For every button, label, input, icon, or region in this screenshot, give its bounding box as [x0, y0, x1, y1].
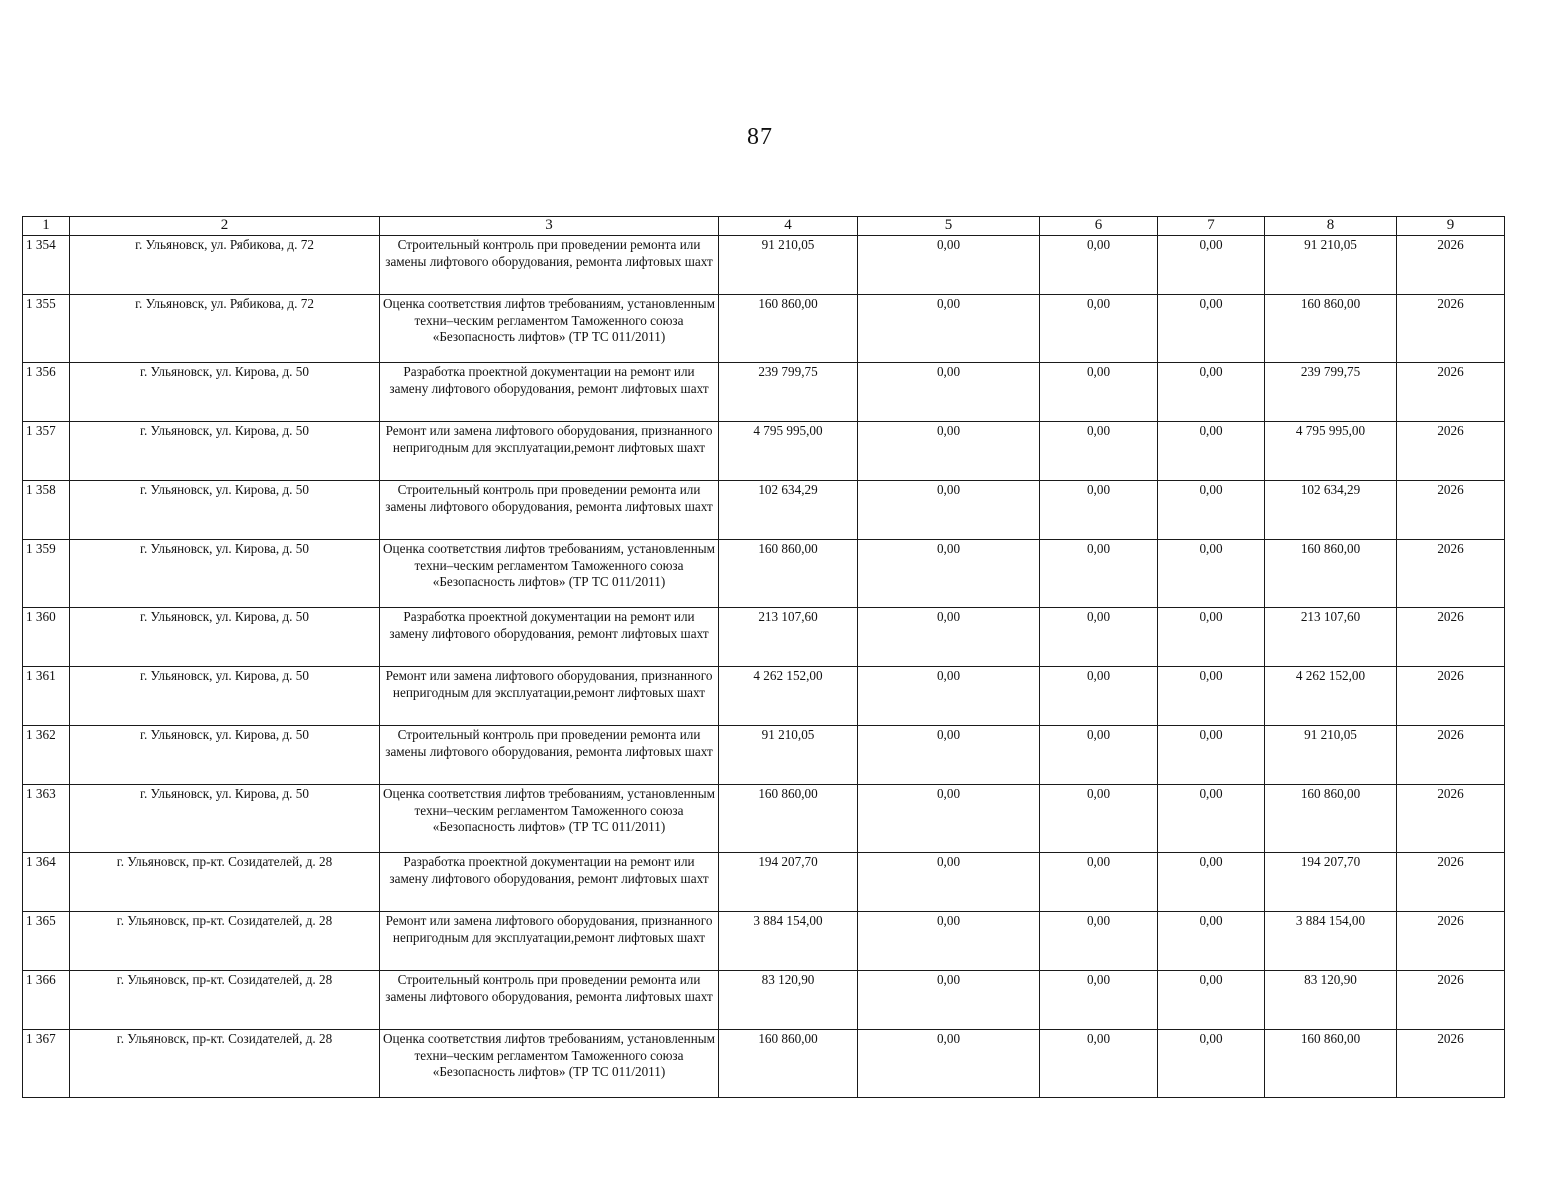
total-cost-cell: 160 860,00 — [719, 540, 858, 608]
row-number: 1 358 — [23, 481, 70, 540]
column-7-cell: 0,00 — [1158, 363, 1265, 422]
row-number: 1 364 — [23, 853, 70, 912]
column-6-cell: 0,00 — [1040, 295, 1158, 363]
column-number-8: 8 — [1265, 217, 1397, 236]
year-cell: 2026 — [1397, 481, 1505, 540]
column-7-cell: 0,00 — [1158, 1030, 1265, 1098]
column-number-5: 5 — [858, 217, 1040, 236]
total-cost-cell: 91 210,05 — [719, 726, 858, 785]
address-cell: г. Ульяновск, пр-кт. Созидателей, д. 28 — [70, 912, 380, 971]
year-cell: 2026 — [1397, 726, 1505, 785]
column-6-cell: 0,00 — [1040, 726, 1158, 785]
column-8-cell: 83 120,90 — [1265, 971, 1397, 1030]
total-cost-cell: 194 207,70 — [719, 853, 858, 912]
column-7-cell: 0,00 — [1158, 667, 1265, 726]
column-5-cell: 0,00 — [858, 785, 1040, 853]
column-5-cell: 0,00 — [858, 295, 1040, 363]
year-cell: 2026 — [1397, 422, 1505, 481]
column-5-cell: 0,00 — [858, 481, 1040, 540]
table-row — [23, 785, 1505, 853]
column-5-cell: 0,00 — [858, 853, 1040, 912]
work-type-cell: Разработка проектной документации на ремонт или замену лифтового оборудования, ремонт лифтовых шахт — [380, 853, 719, 912]
column-7-cell: 0,00 — [1158, 853, 1265, 912]
column-6-cell: 0,00 — [1040, 236, 1158, 295]
column-number-9: 9 — [1397, 217, 1505, 236]
table-row — [23, 422, 1505, 481]
column-number-3: 3 — [380, 217, 719, 236]
column-number-1: 1 — [23, 217, 70, 236]
column-7-cell: 0,00 — [1158, 912, 1265, 971]
column-7-cell: 0,00 — [1158, 971, 1265, 1030]
table-body — [23, 236, 1505, 1098]
table-row — [23, 236, 1505, 295]
address-cell: г. Ульяновск, ул. Кирова, д. 50 — [70, 363, 380, 422]
column-6-cell: 0,00 — [1040, 422, 1158, 481]
work-type-cell: Строительный контроль при проведении ремонта или замены лифтового оборудования, ремонта лифтовых шахт — [380, 481, 719, 540]
row-number: 1 356 — [23, 363, 70, 422]
work-type-cell: Разработка проектной документации на ремонт или замену лифтового оборудования, ремонт лифтовых шахт — [380, 363, 719, 422]
column-5-cell: 0,00 — [858, 236, 1040, 295]
year-cell: 2026 — [1397, 608, 1505, 667]
total-cost-cell: 3 884 154,00 — [719, 912, 858, 971]
year-cell: 2026 — [1397, 971, 1505, 1030]
column-7-cell: 0,00 — [1158, 540, 1265, 608]
column-6-cell: 0,00 — [1040, 481, 1158, 540]
row-number: 1 357 — [23, 422, 70, 481]
row-number: 1 354 — [23, 236, 70, 295]
column-6-cell: 0,00 — [1040, 853, 1158, 912]
year-cell: 2026 — [1397, 540, 1505, 608]
address-cell: г. Ульяновск, ул. Кирова, д. 50 — [70, 785, 380, 853]
column-5-cell: 0,00 — [858, 363, 1040, 422]
total-cost-cell: 83 120,90 — [719, 971, 858, 1030]
table-row — [23, 481, 1505, 540]
year-cell: 2026 — [1397, 785, 1505, 853]
column-7-cell: 0,00 — [1158, 295, 1265, 363]
row-number: 1 366 — [23, 971, 70, 1030]
address-cell: г. Ульяновск, ул. Кирова, д. 50 — [70, 726, 380, 785]
column-5-cell: 0,00 — [858, 422, 1040, 481]
column-8-cell: 239 799,75 — [1265, 363, 1397, 422]
work-type-cell: Оценка соответствия лифтов требованиям, установленным техни–ческим регламентом Таможенного союза «Безопасность лифтов» (ТР ТС 011/2011) — [380, 785, 719, 853]
year-cell: 2026 — [1397, 667, 1505, 726]
column-5-cell: 0,00 — [858, 726, 1040, 785]
column-6-cell: 0,00 — [1040, 912, 1158, 971]
column-8-cell: 213 107,60 — [1265, 608, 1397, 667]
address-cell: г. Ульяновск, ул. Кирова, д. 50 — [70, 422, 380, 481]
table-row — [23, 363, 1505, 422]
total-cost-cell: 213 107,60 — [719, 608, 858, 667]
work-type-cell: Оценка соответствия лифтов требованиям, установленным техни–ческим регламентом Таможенного союза «Безопасность лифтов» (ТР ТС 011/2011) — [380, 295, 719, 363]
works-table — [22, 216, 1505, 1098]
column-7-cell: 0,00 — [1158, 608, 1265, 667]
address-cell: г. Ульяновск, ул. Кирова, д. 50 — [70, 608, 380, 667]
column-6-cell: 0,00 — [1040, 540, 1158, 608]
address-cell: г. Ульяновск, пр-кт. Созидателей, д. 28 — [70, 971, 380, 1030]
year-cell: 2026 — [1397, 363, 1505, 422]
column-6-cell: 0,00 — [1040, 1030, 1158, 1098]
column-8-cell: 194 207,70 — [1265, 853, 1397, 912]
work-type-cell: Строительный контроль при проведении ремонта или замены лифтового оборудования, ремонта лифтовых шахт — [380, 236, 719, 295]
column-5-cell: 0,00 — [858, 971, 1040, 1030]
row-number: 1 367 — [23, 1030, 70, 1098]
table-row — [23, 726, 1505, 785]
column-8-cell: 3 884 154,00 — [1265, 912, 1397, 971]
column-8-cell: 160 860,00 — [1265, 540, 1397, 608]
total-cost-cell: 160 860,00 — [719, 785, 858, 853]
work-type-cell: Ремонт или замена лифтового оборудования, признанного непригодным для эксплуатации,ремонт лифтовых шахт — [380, 422, 719, 481]
address-cell: г. Ульяновск, пр-кт. Созидателей, д. 28 — [70, 1030, 380, 1098]
work-type-cell: Разработка проектной документации на ремонт или замену лифтового оборудования, ремонт лифтовых шахт — [380, 608, 719, 667]
column-8-cell: 160 860,00 — [1265, 295, 1397, 363]
column-7-cell: 0,00 — [1158, 236, 1265, 295]
table-row — [23, 912, 1505, 971]
table-row — [23, 667, 1505, 726]
work-type-cell: Строительный контроль при проведении ремонта или замены лифтового оборудования, ремонта лифтовых шахт — [380, 726, 719, 785]
total-cost-cell: 160 860,00 — [719, 295, 858, 363]
year-cell: 2026 — [1397, 1030, 1505, 1098]
table-row — [23, 1030, 1505, 1098]
year-cell: 2026 — [1397, 853, 1505, 912]
work-type-cell: Строительный контроль при проведении ремонта или замены лифтового оборудования, ремонта лифтовых шахт — [380, 971, 719, 1030]
work-type-cell: Оценка соответствия лифтов требованиям, установленным техни–ческим регламентом Таможенного союза «Безопасность лифтов» (ТР ТС 011/2011) — [380, 1030, 719, 1098]
row-number: 1 355 — [23, 295, 70, 363]
column-8-cell: 4 262 152,00 — [1265, 667, 1397, 726]
column-5-cell: 0,00 — [858, 912, 1040, 971]
column-7-cell: 0,00 — [1158, 422, 1265, 481]
column-6-cell: 0,00 — [1040, 971, 1158, 1030]
total-cost-cell: 239 799,75 — [719, 363, 858, 422]
table-row — [23, 608, 1505, 667]
column-8-cell: 102 634,29 — [1265, 481, 1397, 540]
column-5-cell: 0,00 — [858, 540, 1040, 608]
total-cost-cell: 4 795 995,00 — [719, 422, 858, 481]
column-5-cell: 0,00 — [858, 608, 1040, 667]
column-7-cell: 0,00 — [1158, 785, 1265, 853]
total-cost-cell: 4 262 152,00 — [719, 667, 858, 726]
year-cell: 2026 — [1397, 295, 1505, 363]
column-5-cell: 0,00 — [858, 667, 1040, 726]
column-7-cell: 0,00 — [1158, 481, 1265, 540]
total-cost-cell: 102 634,29 — [719, 481, 858, 540]
column-8-cell: 160 860,00 — [1265, 1030, 1397, 1098]
address-cell: г. Ульяновск, ул. Кирова, д. 50 — [70, 540, 380, 608]
address-cell: г. Ульяновск, ул. Кирова, д. 50 — [70, 667, 380, 726]
column-number-7: 7 — [1158, 217, 1265, 236]
total-cost-cell: 91 210,05 — [719, 236, 858, 295]
column-number-row — [23, 217, 1505, 236]
year-cell: 2026 — [1397, 912, 1505, 971]
column-8-cell: 91 210,05 — [1265, 726, 1397, 785]
column-6-cell: 0,00 — [1040, 363, 1158, 422]
column-6-cell: 0,00 — [1040, 785, 1158, 853]
column-8-cell: 91 210,05 — [1265, 236, 1397, 295]
column-number-2: 2 — [70, 217, 380, 236]
row-number: 1 361 — [23, 667, 70, 726]
address-cell: г. Ульяновск, ул. Рябикова, д. 72 — [70, 295, 380, 363]
column-7-cell: 0,00 — [1158, 726, 1265, 785]
address-cell: г. Ульяновск, пр-кт. Созидателей, д. 28 — [70, 853, 380, 912]
column-6-cell: 0,00 — [1040, 608, 1158, 667]
table-row — [23, 971, 1505, 1030]
row-number: 1 360 — [23, 608, 70, 667]
table-row — [23, 540, 1505, 608]
column-5-cell: 0,00 — [858, 1030, 1040, 1098]
row-number: 1 359 — [23, 540, 70, 608]
column-8-cell: 160 860,00 — [1265, 785, 1397, 853]
page-number: 87 — [747, 124, 773, 150]
work-type-cell: Ремонт или замена лифтового оборудования, признанного непригодным для эксплуатации,ремонт лифтовых шахт — [380, 667, 719, 726]
column-number-6: 6 — [1040, 217, 1158, 236]
address-cell: г. Ульяновск, ул. Кирова, д. 50 — [70, 481, 380, 540]
column-6-cell: 0,00 — [1040, 667, 1158, 726]
total-cost-cell: 160 860,00 — [719, 1030, 858, 1098]
year-cell: 2026 — [1397, 236, 1505, 295]
row-number: 1 363 — [23, 785, 70, 853]
row-number: 1 362 — [23, 726, 70, 785]
column-8-cell: 4 795 995,00 — [1265, 422, 1397, 481]
address-cell: г. Ульяновск, ул. Рябикова, д. 72 — [70, 236, 380, 295]
column-number-4: 4 — [719, 217, 858, 236]
row-number: 1 365 — [23, 912, 70, 971]
table-row — [23, 295, 1505, 363]
table-row — [23, 853, 1505, 912]
work-type-cell: Ремонт или замена лифтового оборудования, признанного непригодным для эксплуатации,ремонт лифтовых шахт — [380, 912, 719, 971]
work-type-cell: Оценка соответствия лифтов требованиям, установленным техни–ческим регламентом Таможенного союза «Безопасность лифтов» (ТР ТС 011/2011) — [380, 540, 719, 608]
